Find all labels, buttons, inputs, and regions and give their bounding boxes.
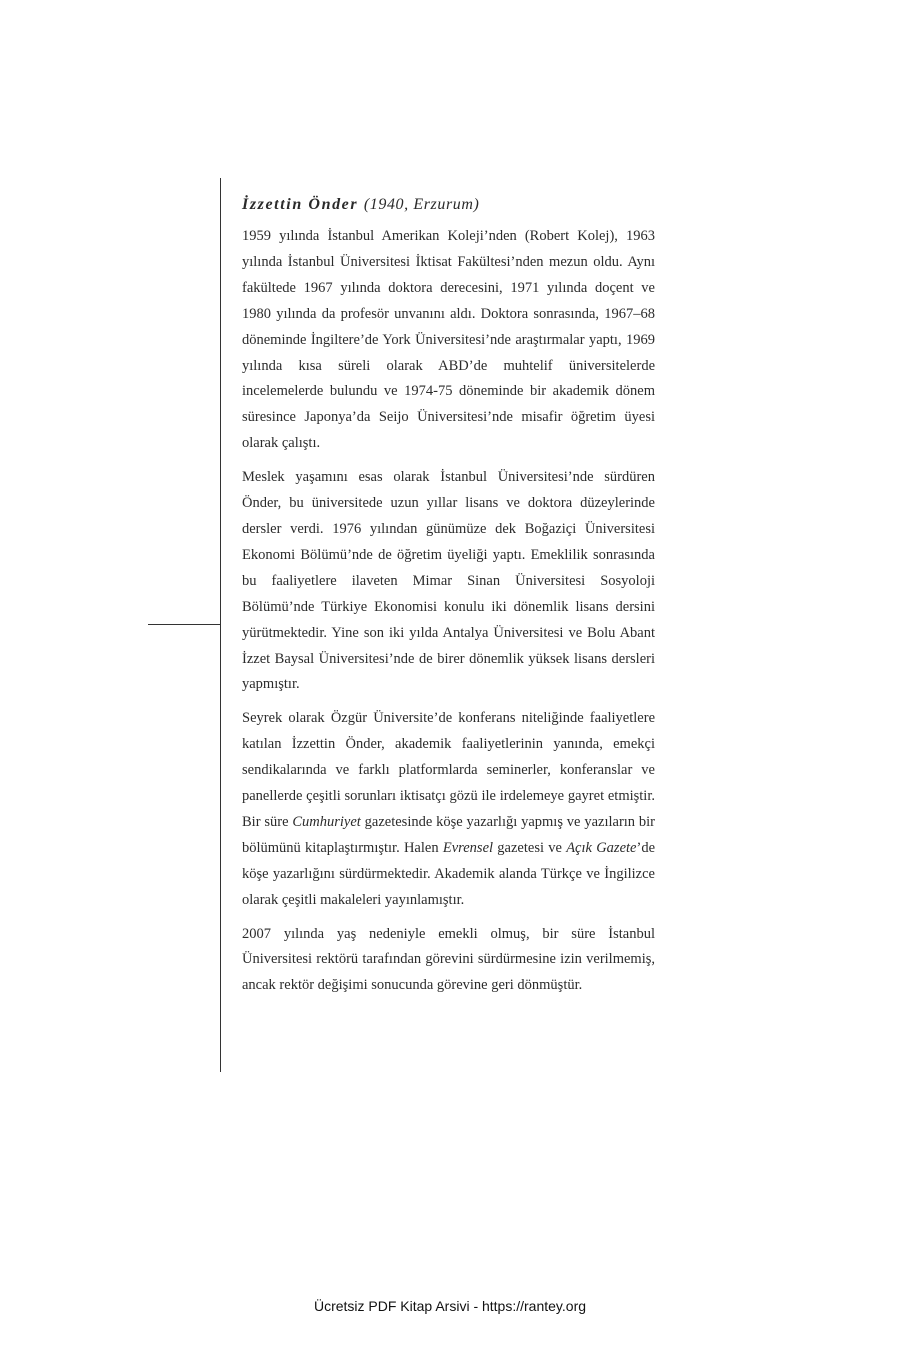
vertical-rule (220, 178, 221, 1072)
bio-paragraph-3-text-1: Seyrek olarak Özgür Üniversite’de konferans niteliğinde faaliyetlere katılan İzzettin Önder, akademik faaliyetlerinin yanında, emekçi sendikalarında ve farklı platformlarda seminerler, konferanslar ve panellerde çeşitli sorunları iktisatçı gözü ile irdelemeye gayret etmiştir. Bir süre (242, 710, 655, 830)
horizontal-rule (148, 624, 221, 625)
footer-watermark: Ücretsiz PDF Kitap Arsivi - https://rantey.org (313, 1298, 587, 1314)
bio-paragraph-3 (242, 706, 655, 913)
publication-evrensel: Evrensel (442, 839, 494, 856)
bio-paragraph-1: 1959 yılında İstanbul Amerikan Koleji’nden (Robert Kolej), 1963 yılında İstanbul Üniversitesi İktisat Fakültesi’nden mezun oldu. Aynı fakültede 1967 yılında doktora derecesini, 1971 yılında doçent ve 1980 yılında da profesör unvanını aldı. Doktora sonrasında, 1967–68 döneminde İngiltere’de York Üniversitesi’nde araştırmalar yaptı, 1969 yılında kısa süreli olarak ABD’de muhtelif üniversitelerde incelemelerde bulundu ve 1974-75 döneminde bir akademik dönem süresince Japonya’da Seijo Üniversitesi’nde misafir öğretim üyesi olarak çalıştı. (242, 228, 655, 452)
author-name: İzzettin Önder (242, 196, 359, 213)
bio-paragraph-3-text-3: gazetesi ve (493, 839, 567, 856)
publication-acik-gazete: Açık Gazete (566, 839, 637, 856)
bio-paragraph-4: 2007 yılında yaş nedeniyle emekli olmuş, bir süre İstanbul Üniversitesi rektörü tarafından görevini sürdürmesine izin verilmemiş, ancak rektör değişimi sonucunda görevine geri dönmüştür. (242, 925, 655, 994)
author-bio (242, 192, 655, 1007)
bio-paragraph-2: Meslek yaşamını esas olarak İstanbul Üniversitesi’nde sürdüren Önder, bu üniversitede uzun yıllar lisans ve doktora düzeylerinde dersler verdi. 1976 yılından günümüze dek Boğaziçi Üniversitesi Ekonomi Bölümü’nde de öğretim üyeliği yaptı. Emeklilik sonrasında bu faaliyetlere ilaveten Mimar Sinan Üniversitesi Sosyoloji Bölümü’nde Türkiye Ekonomisi konulu iki dönemlik lisans dersini yürütmektedir. Yine son iki yılda Antalya Üniversitesi ve Bolu Abant İzzet Baysal Üniversitesi’nde de birer dönemlik yüksek lisans dersleri yapmıştır. (242, 469, 655, 693)
bio-paragraph-3-text-4: ’de köşe yazarlığını sürdürmektedir. Akademik alanda Türkçe ve İngilizce olarak çeşitli makaleleri yayınlamıştır. (242, 839, 655, 908)
bio-heading (242, 192, 655, 218)
bio-paragraph-3-text-2: gazetesinde köşe yazarlığı yapmış ve yazıların bir bölümünü kitaplaştırmıştır. Halen (242, 813, 655, 856)
author-birth-info: (1940, Erzurum) (363, 196, 480, 213)
publication-cumhuriyet: Cumhuriyet (292, 813, 361, 830)
